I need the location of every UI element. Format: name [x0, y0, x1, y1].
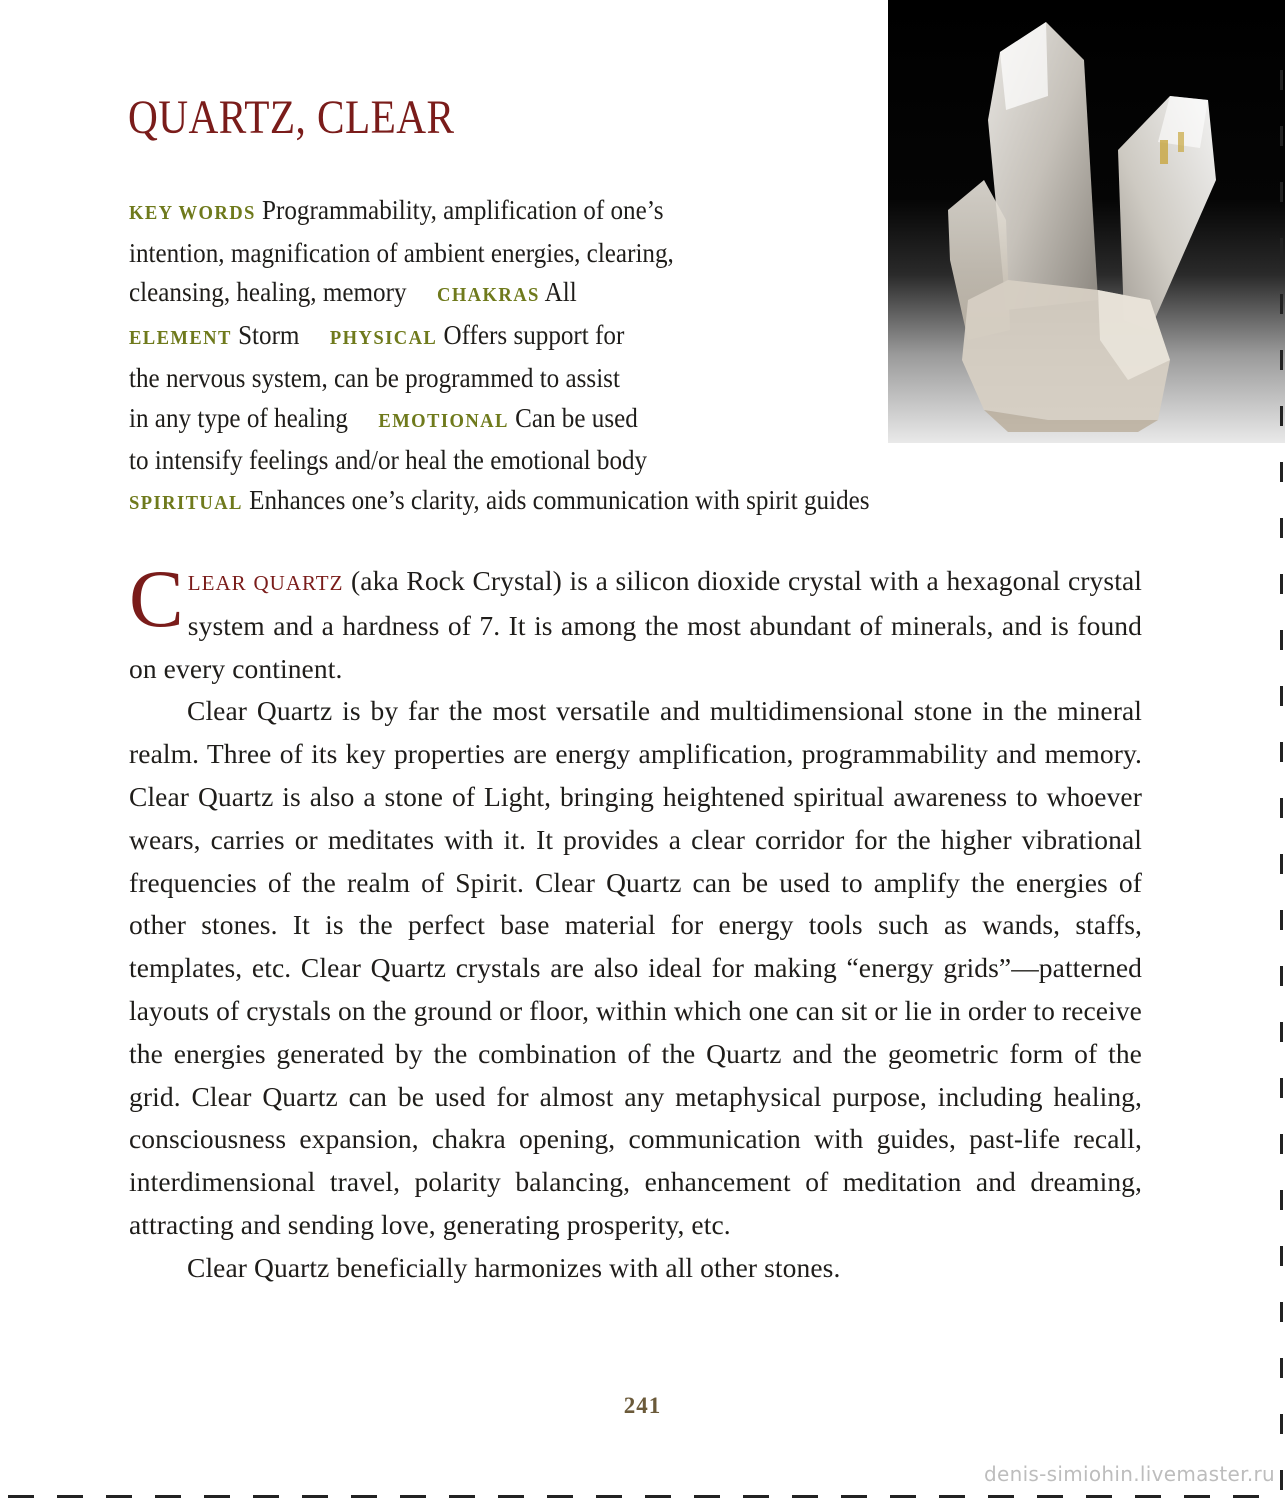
crop-mark [57, 1495, 83, 1498]
crop-mark [1280, 742, 1283, 762]
page-number: 241 [623, 1393, 662, 1418]
properties-line [129, 273, 985, 316]
properties-line [129, 399, 985, 442]
crop-mark [106, 1495, 132, 1498]
properties-line [129, 234, 985, 274]
crop-marks-bottom [0, 1495, 1285, 1500]
physical-label: PHYSICAL [329, 327, 438, 350]
crop-mark [1280, 182, 1283, 202]
properties-line [129, 441, 985, 481]
physical-text: the nervous system, can be programmed to assist [129, 362, 620, 393]
emotional-text: Can be used [515, 402, 638, 433]
crop-mark [449, 1495, 475, 1498]
crop-mark [1280, 294, 1283, 314]
crop-mark [1280, 1246, 1283, 1266]
crop-mark [1280, 1302, 1283, 1322]
crop-mark [547, 1495, 573, 1498]
crop-mark [1280, 1358, 1283, 1378]
crop-mark [1280, 406, 1283, 426]
paragraph-harmony: Clear Quartz beneficially harmonizes with all other stones. [187, 1251, 841, 1283]
key-words-text: intention, magnification of ambient energies, clearing, [129, 237, 674, 268]
paragraph-intro [129, 553, 1142, 690]
crop-mark [1037, 1495, 1063, 1498]
lead-in: LEAR QUARTZ [187, 571, 344, 595]
crop-mark [1184, 1495, 1210, 1498]
physical-text: in any type of healing [129, 402, 348, 433]
crop-mark [1280, 854, 1283, 874]
spiritual-text: Enhances one’s clarity, aids communication with spirit guides [249, 484, 870, 515]
crop-mark [1280, 1414, 1283, 1434]
emotional-label: EMOTIONAL [378, 409, 509, 432]
crop-mark [1280, 1022, 1283, 1042]
drop-cap: C [129, 553, 184, 644]
crop-mark [1280, 910, 1283, 930]
crop-mark [155, 1495, 181, 1498]
crop-mark [1280, 518, 1283, 538]
spiritual-label: SPIRITUAL [129, 491, 243, 514]
properties-line [129, 316, 985, 359]
crop-mark [1280, 238, 1283, 258]
key-words-text: Programmability, amplification of one’s [262, 195, 664, 225]
crop-mark [1280, 574, 1283, 594]
paragraph-properties: Clear Quartz is by far the most versatile and multidimensional stone in the mineral realm. Three of its key properties are energy amplification, programmability and memory. Clear Quartz is also a stone of Light, bringing heightened spiritual awareness to whoever wears, carries or meditates with it. It provides a clear corridor for the higher vibrational frequencies of the realm of Spirit. Clear Quartz can be used to amplify the energies of other stones. It is the perfect base material for energy tools such as wands, staffs, templates, etc. Clear Quartz crystals are also ideal for making “energy grids”—patterned layouts of crystals on the ground or floor, within which one can sit or lie in order to receive the energies generated by the combination of the Quartz and the geometric form of the grid. Clear Quartz can be used for almost any metaphysical purpose, including healing, consciousness expansion, chakra opening, communication with guides, past-life recall, interdimensional travel, polarity balancing, enhancement of meditation and dreaming, attracting and sending love, generating prosperity, etc. [129, 695, 1142, 1240]
crop-mark [1280, 630, 1283, 650]
crop-mark [1280, 462, 1283, 482]
crop-mark [1280, 70, 1283, 90]
properties-line [129, 481, 985, 524]
crop-mark [1280, 1134, 1283, 1154]
crop-mark [1280, 350, 1283, 370]
crop-mark [1280, 1190, 1283, 1210]
crop-mark [1280, 686, 1283, 706]
crop-mark [1280, 798, 1283, 818]
crop-mark [988, 1495, 1014, 1498]
paragraph-intro-text: (aka Rock Crystal) is a silicon dioxide crystal with a hexagonal crystal system and a hardness of 7. It is among the most abundant of minerals, and is found on every continent. [129, 565, 1142, 684]
element-label: ELEMENT [129, 327, 232, 350]
watermark: denis-simiohin.livemaster.ru [984, 1462, 1275, 1486]
properties-line [129, 359, 985, 399]
crop-mark [596, 1495, 622, 1498]
crop-mark [1135, 1495, 1161, 1498]
crop-mark [351, 1495, 377, 1498]
key-words-label: KEY WORDS [129, 202, 256, 224]
body-text [129, 553, 1142, 1290]
crop-mark [792, 1495, 818, 1498]
crop-mark [890, 1495, 916, 1498]
chakras-value: All [544, 277, 577, 308]
crop-mark [1086, 1495, 1112, 1498]
properties-block [129, 191, 1049, 524]
crop-mark [645, 1495, 671, 1498]
emotional-text: to intensify feelings and/or heal the emotional body [129, 445, 648, 476]
crop-mark [1280, 126, 1283, 146]
key-words-text: cleansing, healing, memory [129, 277, 407, 308]
crop-marks-right [1280, 0, 1285, 1500]
crop-mark [1233, 1495, 1259, 1498]
crop-mark [939, 1495, 965, 1498]
crop-mark [302, 1495, 328, 1498]
crop-mark [694, 1495, 720, 1498]
crop-mark [1280, 966, 1283, 986]
crop-mark [498, 1495, 524, 1498]
crop-mark [1280, 1470, 1283, 1490]
crop-mark [253, 1495, 279, 1498]
chakras-label: CHAKRAS [436, 284, 540, 307]
crop-mark [841, 1495, 867, 1498]
crop-mark [1280, 1078, 1283, 1098]
crop-mark [743, 1495, 769, 1498]
physical-text: Offers support for [443, 320, 625, 351]
crop-mark [400, 1495, 426, 1498]
crop-mark [204, 1495, 230, 1498]
page-title: QUARTZ, CLEAR [128, 91, 455, 144]
crop-mark [8, 1495, 34, 1498]
element-value: Storm [238, 320, 300, 351]
properties-line [129, 191, 985, 234]
